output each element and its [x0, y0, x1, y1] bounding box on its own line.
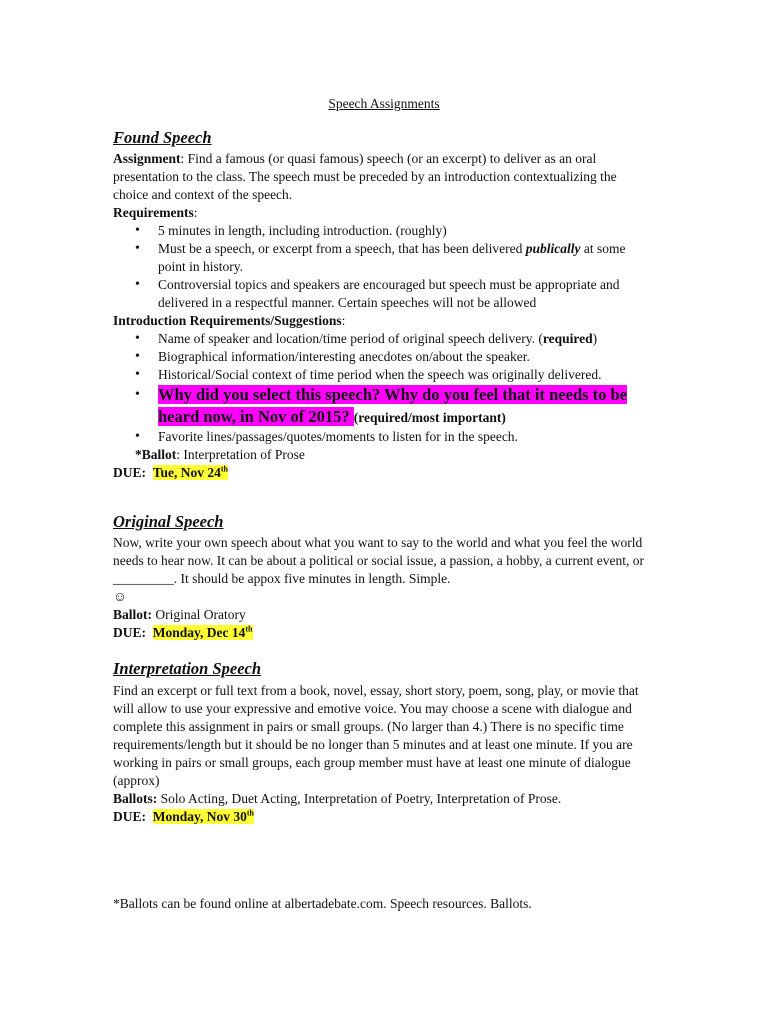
due-date-badge: Tue, Nov 24th [152, 464, 229, 480]
intro-requirements-heading: Introduction Requirements/Suggestions: [113, 313, 346, 328]
emphasis-text: publically [525, 241, 581, 256]
due-date-badge: Monday, Nov 30th [152, 808, 255, 824]
due-line: DUE: Tue, Nov 24th [113, 464, 229, 480]
ballot-line: *Ballot: Interpretation of Prose [135, 447, 305, 462]
due-line: DUE: Monday, Nov 30th [113, 808, 255, 824]
original-speech-heading: Original Speech [113, 512, 224, 531]
ballot-line: Ballot: Original Oratory [113, 607, 246, 622]
list-item: • Historical/Social context of time period when the speech was originally delivered. [113, 366, 653, 384]
list-item [113, 384, 653, 428]
list-item: • Favorite lines/passages/quotes/moments to listen for in the speech. [113, 428, 653, 446]
requirements-heading: Requirements: [113, 205, 198, 220]
requirements-list [113, 222, 653, 312]
page-title: Speech Assignments [328, 96, 440, 111]
assignment-paragraph [113, 150, 653, 204]
interpretation-body: Find an excerpt or full text from a book, novel, essay, short story, poem, song, play, or movie that will allow to use your expressive and emotive voice. You may choose a scene with dialogue and complete this assignment in pairs or small groups. (No larger than 4.) There is no specific time requirements/length but it should be no longer than 5 minutes and at least one minute. If you are working in pairs or small groups, each group member must have at least one minute of dialogue (approx) [113, 683, 639, 788]
interpretation-speech-section [113, 682, 653, 826]
highlighted-question: Why did you select this speech? Why do you feel that it needs to be heard now, in Nov of 2015? [158, 385, 628, 426]
assignment-label: Assignment [113, 151, 181, 166]
list-item: • 5 minutes in length, including introduction. (roughly) [113, 222, 653, 240]
list-item: • Must be a speech, or excerpt from a speech, that has been delivered publically at some point in history. [113, 240, 653, 276]
list-item: • Name of speaker and location/time period of original speech delivery. (required) [113, 330, 653, 348]
original-body: Now, write your own speech about what you want to say to the world and what you feel the world needs to hear now. It can be about a political or social issue, a passion, a hobby, a current event, or _________. It should be appox five minutes in length. Simple. [113, 535, 644, 586]
required-note: (required/most important) [353, 410, 506, 425]
due-line: DUE: Monday, Dec 14th [113, 624, 253, 640]
interpretation-speech-heading: Interpretation Speech [113, 659, 262, 678]
list-item: • Biographical information/interesting anecdotes on/about the speaker. [113, 348, 653, 366]
footer-note: *Ballots can be found online at albertadebate.com. Speech resources. Ballots. [113, 896, 532, 911]
smiley-icon: ☺ [113, 589, 127, 604]
found-speech-heading: Found Speech [113, 128, 212, 147]
original-speech-section [113, 534, 653, 642]
due-date-badge: Monday, Dec 14th [152, 624, 253, 640]
ballot-line: Ballots: Solo Acting, Duet Acting, Interpretation of Poetry, Interpretation of Prose. [113, 791, 562, 806]
list-item: • Controversial topics and speakers are encouraged but speech must be appropriate and delivered in a respectful manner. Certain speeches will not be allowed [113, 276, 653, 312]
found-speech-section [113, 150, 653, 482]
intro-requirements-list [113, 330, 653, 446]
assignment-text: : Find a famous (or quasi famous) speech (or an excerpt) to deliver as an oral presentation to the class. The speech must be preceded by an introduction contextualizing the choice and context of the speech. [113, 151, 617, 202]
